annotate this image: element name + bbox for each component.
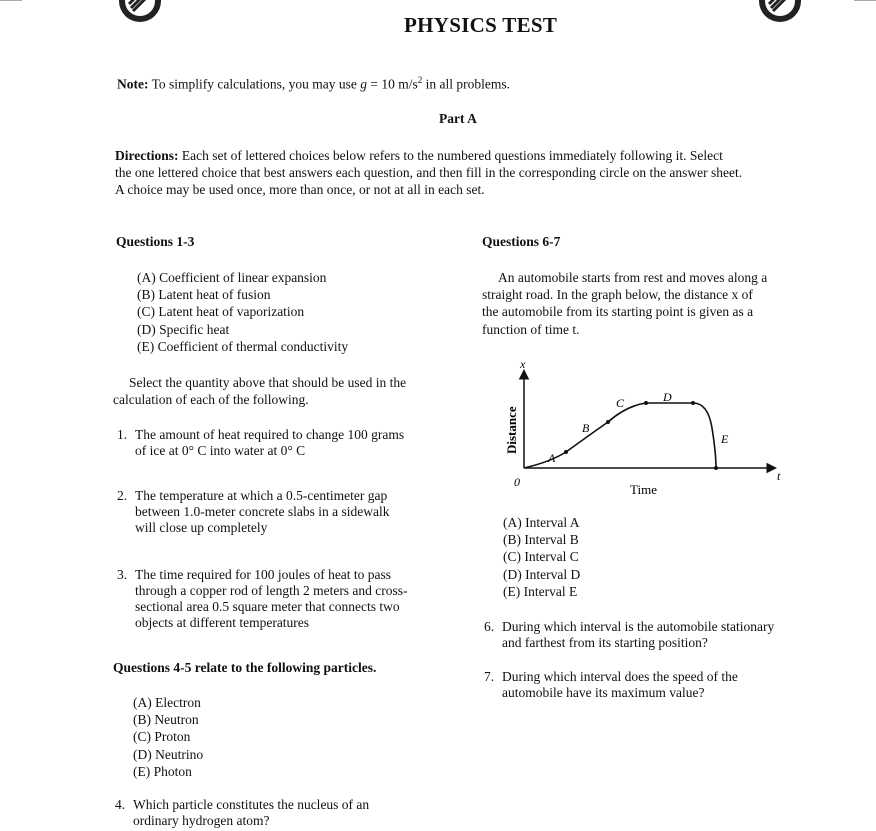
set2-heading: Questions 4-5 relate to the following particles. [113,660,377,675]
question-7-line-2: automobile have its maximum value? [502,685,705,700]
note-g-symbol: g [360,76,368,92]
directions-line-3: A choice may be used once, more than once, or not at all in each set. [115,182,485,198]
directions-block [115,147,742,199]
question-4 [115,797,455,831]
question-1-line-1: The amount of heat required to change 100 grams [135,427,405,442]
set2-choice-a: (A) Electron [133,695,201,710]
question-3-line-3: sectional area 0.5 square meter that connects two [135,599,400,614]
question-2-line-2: between 1.0-meter concrete slabs in a sidewalk [135,504,390,519]
question-6 [484,619,824,653]
question-6-number: 6. [484,619,495,634]
note-text-after: in all problems. [425,76,511,92]
segment-label-d: D [663,390,672,404]
origin-label: 0 [514,475,520,489]
segment-label-b: B [582,421,590,435]
y-arrow-label: x [520,358,526,371]
segment-point-2 [606,420,610,424]
set1-instruction [113,374,406,408]
set1-choice-b: (B) Latent heat of fusion [137,287,271,303]
set3-intro-line-2: straight road. In the graph below, the distance x of [482,287,753,303]
note-exponent: 2 [417,75,423,85]
note-equals: = [370,76,379,92]
segment-label-a: A [548,451,556,465]
set2-choice-e: (E) Photon [133,763,192,779]
question-2-number: 2. [117,488,128,503]
segment-point-3 [644,401,648,405]
set1-choices [137,269,348,355]
question-7-number: 7. [484,669,495,684]
question-4-line-2: ordinary hydrogen atom? [133,813,270,828]
note-text-before: To simplify calculations, you may use [151,76,357,92]
set1-instruction-line-1: Select the quantity above that should be used in the [129,375,407,390]
top-rule-left [0,0,22,1]
part-heading: Part A [439,111,477,126]
segment-point-1 [564,450,568,454]
segment-point-4 [691,401,695,405]
segment-label-c: C [616,396,625,410]
question-3-line-4: objects at different temperatures [135,615,310,630]
directions-line-2: the one lettered choice that best answers each question, and then fill in the corresponding circle on the answer sheet. [115,165,743,181]
question-1 [117,427,457,467]
question-1-number: 1. [117,427,128,442]
set1-choice-a: (A) Coefficient of linear expansion [137,270,327,285]
question-7 [484,669,824,703]
set2-choice-d: (D) Neutrino [133,746,204,762]
directions-line-1: Each set of lettered choices below refers to the numbered questions immediately following it. Select [181,148,723,163]
question-7-line-1: During which interval does the speed of the [502,669,738,684]
question-3 [117,567,457,637]
set3-intro [482,269,767,338]
test-seal-right-icon [757,0,803,24]
set2-choice-c: (C) Proton [133,729,191,745]
set3-choice-b: (B) Interval B [503,532,579,548]
x-axis-label: Time [630,482,657,497]
set3-choice-c: (C) Interval C [503,549,579,565]
set3-choice-d: (D) Interval D [503,566,581,582]
question-6-line-1: During which interval is the automobile stationary [502,619,775,634]
set1-choice-d: (D) Specific heat [137,321,230,337]
segment-point-5 [714,466,718,470]
set2-choices [133,694,203,780]
set1-heading: Questions 1-3 [116,234,195,249]
directions-label: Directions: [115,148,179,163]
set1-choice-c: (C) Latent heat of vaporization [137,304,305,320]
set3-choices [503,514,580,600]
set1-choice-e: (E) Coefficient of thermal conductivity [137,338,349,354]
set1-instruction-line-2: calculation of each of the following. [113,392,309,408]
question-3-line-2: through a copper rod of length 2 meters and cross- [135,583,408,598]
question-2-line-1: The temperature at which a 0.5-centimeter gap [135,488,388,503]
question-2 [117,488,457,544]
top-rule-right [854,0,876,1]
set3-intro-line-4: function of time t. [482,321,580,337]
question-6-line-2: and farthest from its starting position? [502,635,708,650]
y-axis-label: Distance [504,406,519,454]
distance-time-graph [498,358,798,508]
set3-heading: Questions 6-7 [482,234,561,249]
set3-choice-a: (A) Interval A [503,515,580,530]
note-label: Note: [117,76,149,92]
question-1-line-2: of ice at 0° C into water at 0° C [135,443,306,458]
question-4-line-1: Which particle constitutes the nucleus of an [133,797,370,812]
set3-intro-line-1: An automobile starts from rest and moves along a [498,270,768,285]
question-4-number: 4. [115,797,126,812]
page-title: PHYSICS TEST [404,13,558,37]
segment-label-e: E [721,432,729,446]
test-seal-left-icon [117,0,163,24]
note-value: 10 m/s [381,76,418,92]
question-2-line-3: will close up completely [135,520,268,535]
set2-choice-b: (B) Neutron [133,712,199,728]
x-arrow-label: t [777,469,781,483]
set3-choice-e: (E) Interval E [503,583,578,599]
set3-intro-line-3: the automobile from its starting point is given as a [482,304,754,320]
question-3-line-1: The time required for 100 joules of heat to pass [135,567,392,582]
note-line [117,72,510,93]
question-3-number: 3. [117,567,128,582]
